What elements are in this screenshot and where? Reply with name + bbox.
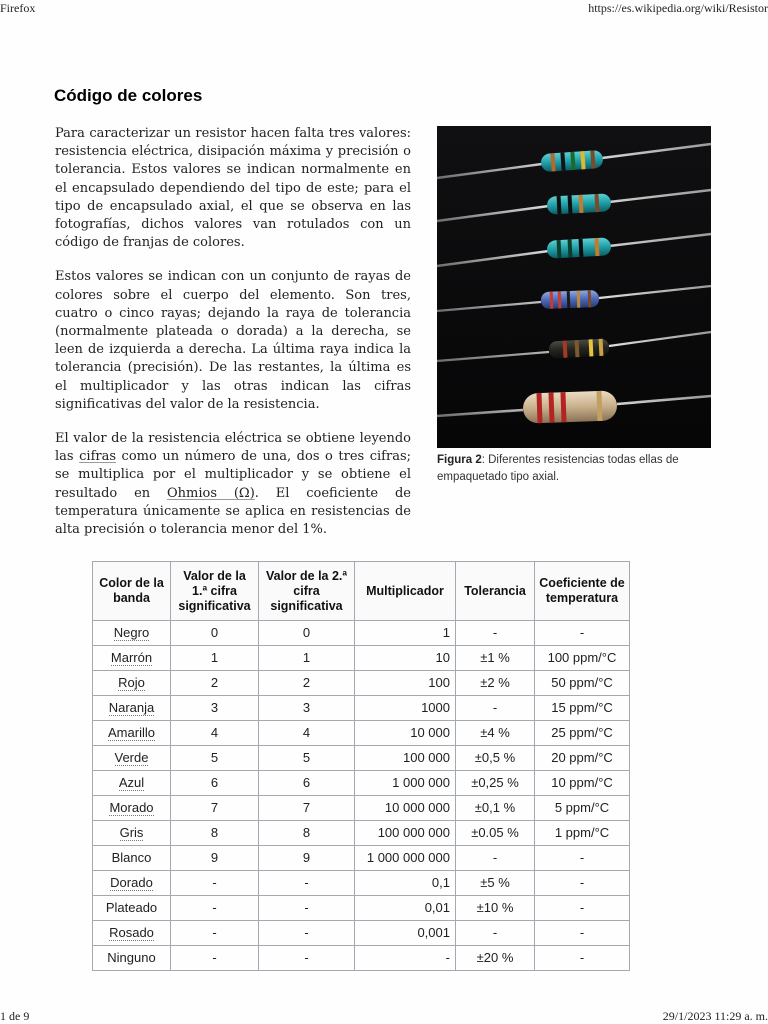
digit-2-cell: 0 (259, 621, 355, 646)
digit-1-cell: 2 (171, 671, 259, 696)
temperature-cell: 50 ppm/°C (535, 671, 630, 696)
digit-2-cell: - (259, 871, 355, 896)
tolerance-cell: ±0,5 % (456, 746, 535, 771)
tolerance-cell: ±1 % (456, 646, 535, 671)
color-name-cell (93, 846, 171, 871)
digit-1-cell: - (171, 896, 259, 921)
temperature-cell: 5 ppm/°C (535, 796, 630, 821)
page-counter: 1 de 9 (0, 1009, 30, 1023)
digit-2-cell: 9 (259, 846, 355, 871)
multiplier-cell: 0,1 (355, 871, 456, 896)
table-row (93, 746, 630, 771)
color-name-cell[interactable] (93, 821, 171, 846)
tolerance-cell: ±0,1 % (456, 796, 535, 821)
table-row (93, 846, 630, 871)
link-ohmios[interactable]: Ohmios (Ω) (166, 485, 255, 501)
digit-1-cell: 7 (171, 796, 259, 821)
color-name-cell[interactable] (93, 621, 171, 646)
table-row (93, 696, 630, 721)
tolerance-cell: ±5 % (456, 871, 535, 896)
multiplier-cell: 10 000 (355, 721, 456, 746)
paragraph-3-text-b: como un número de una, dos o tres cifras; se multiplica por el multiplicador y se obtiene el resultado en (55, 449, 411, 501)
tolerance-cell: ±0,25 % (456, 771, 535, 796)
multiplier-cell: 1 000 000 000 (355, 846, 456, 871)
digit-1-cell: - (171, 871, 259, 896)
tolerance-cell: - (456, 696, 535, 721)
multiplier-cell: 1 000 000 (355, 771, 456, 796)
page-url: https://es.wikipedia.org/wiki/Resistor (588, 1, 768, 15)
header-tolerance: Tolerancia (456, 562, 535, 621)
digit-2-cell: 5 (259, 746, 355, 771)
paragraph-1: Para caracterizar un resistor hacen falta tres valores: resistencia eléctrica, disipación máxima y precisión o tolerancia. Estos valores se indican normalmente en el encapsulado dependiendo del tipo de este; para el tipo de encapsulado axial, el que se observa en las fotografías, dichos valores van rotulados con un código de franjas de colores. (55, 126, 411, 251)
header-color: Color de la banda (93, 562, 171, 621)
digit-1-cell: 8 (171, 821, 259, 846)
digit-2-cell: - (259, 896, 355, 921)
color-name-link[interactable]: Morado (109, 800, 154, 815)
color-name-link[interactable]: Azul (118, 775, 145, 790)
tolerance-cell: ±0.05 % (456, 821, 535, 846)
section-title: Código de colores (54, 86, 203, 105)
temperature-cell: 20 ppm/°C (535, 746, 630, 771)
multiplier-cell: 0,001 (355, 921, 456, 946)
table-row (93, 821, 630, 846)
tolerance-cell: - (456, 846, 535, 871)
digit-1-cell: 9 (171, 846, 259, 871)
table-row (93, 921, 630, 946)
temperature-cell: - (535, 846, 630, 871)
color-name-cell[interactable] (93, 671, 171, 696)
digit-2-cell: - (259, 921, 355, 946)
figure-2 (437, 126, 711, 486)
color-name-link[interactable]: Amarillo (108, 725, 155, 740)
temperature-cell: 1 ppm/°C (535, 821, 630, 846)
color-name-cell[interactable] (93, 796, 171, 821)
link-cifras[interactable]: cifras (79, 449, 117, 465)
digit-2-cell: 3 (259, 696, 355, 721)
table-header (93, 562, 630, 621)
digit-1-cell: 5 (171, 746, 259, 771)
tolerance-cell: ±2 % (456, 671, 535, 696)
digit-2-cell: 4 (259, 721, 355, 746)
header-multiplier: Multiplicador (355, 562, 456, 621)
print-header (0, 0, 768, 16)
temperature-cell: - (535, 921, 630, 946)
table-body (93, 621, 630, 971)
multiplier-cell: - (355, 946, 456, 971)
tolerance-cell: ±10 % (456, 896, 535, 921)
color-name-cell[interactable] (93, 871, 171, 896)
table-row (93, 871, 630, 896)
table-row (93, 721, 630, 746)
multiplier-cell: 1 (355, 621, 456, 646)
color-name-link[interactable]: Rojo (118, 675, 145, 690)
digit-1-cell: 1 (171, 646, 259, 671)
digit-1-cell: 6 (171, 771, 259, 796)
table-row (93, 771, 630, 796)
header-digit-1: Valor de la 1.ª cifra significativa (171, 562, 259, 621)
resistors-photo[interactable] (437, 126, 711, 448)
color-name-text: Blanco (111, 850, 152, 865)
color-name-link[interactable]: Negro (113, 625, 150, 640)
tolerance-cell: - (456, 621, 535, 646)
digit-2-cell: 7 (259, 796, 355, 821)
color-name-text: Plateado (105, 900, 158, 915)
color-name-cell[interactable] (93, 696, 171, 721)
digit-2-cell: 8 (259, 821, 355, 846)
table-row (93, 621, 630, 646)
color-name-link[interactable]: Dorado (110, 875, 153, 890)
digit-2-cell: 6 (259, 771, 355, 796)
figure-caption-text: : Diferentes resistencias todas ellas de empaquetado tipo axial. (437, 454, 679, 483)
multiplier-cell: 10 (355, 646, 456, 671)
color-name-cell[interactable] (93, 646, 171, 671)
paragraph-2: Estos valores se indican con un conjunto de rayas de colores sobre el cuerpo del elemento. Son tres, cuatro o cinco rayas; dejando la raya de tolerancia (normalmente plateada o dorada) a la derecha, se leen de izquierda a derecha. La última raya indica la tolerancia (precisión). De las restantes, la última es el multiplicador y las otras indican las cifras significativas del valor de la resistencia. (55, 269, 411, 412)
color-name-cell[interactable] (93, 771, 171, 796)
tolerance-cell: ±20 % (456, 946, 535, 971)
color-name-link[interactable]: Verde (114, 750, 149, 765)
color-name-cell[interactable] (93, 721, 171, 746)
digit-1-cell: 3 (171, 696, 259, 721)
multiplier-cell: 10 000 000 (355, 796, 456, 821)
table-row (93, 646, 630, 671)
paragraph-3 (55, 430, 411, 539)
paragraph-3-text-a: El valor de la resistencia eléctrica se obtiene leyendo las (55, 431, 411, 465)
table-row (93, 946, 630, 971)
print-footer (0, 1008, 768, 1024)
multiplier-cell: 100 (355, 671, 456, 696)
temperature-cell: 15 ppm/°C (535, 696, 630, 721)
table-row (93, 796, 630, 821)
temperature-cell: 100 ppm/°C (535, 646, 630, 671)
temperature-cell: 10 ppm/°C (535, 771, 630, 796)
color-name-cell[interactable] (93, 746, 171, 771)
paragraph-3-text-c: . El coeficiente de temperatura únicamente se aplica en resistencias de alta precisión o tolerancia menor del 1%. (55, 485, 411, 538)
digit-1-cell: - (171, 946, 259, 971)
table-row (93, 671, 630, 696)
color-name-cell (93, 896, 171, 921)
temperature-cell: 25 ppm/°C (535, 721, 630, 746)
table-row (93, 896, 630, 921)
temperature-cell: - (535, 946, 630, 971)
header-temperature: Coeficiente de temperatura (535, 562, 630, 621)
digit-2-cell: 1 (259, 646, 355, 671)
digit-2-cell: - (259, 946, 355, 971)
color-code-table (92, 561, 630, 971)
section-body (55, 125, 411, 555)
temperature-cell: - (535, 871, 630, 896)
print-datetime: 29/1/2023 11:29 a. m. (662, 1009, 768, 1023)
color-name-cell (93, 946, 171, 971)
digit-2-cell: 2 (259, 671, 355, 696)
digit-1-cell: 0 (171, 621, 259, 646)
tolerance-cell: ±4 % (456, 721, 535, 746)
color-name-link[interactable]: Naranja (108, 700, 155, 715)
tolerance-cell: - (456, 921, 535, 946)
temperature-cell: - (535, 621, 630, 646)
header-digit-2: Valor de la 2.ª cifra significativa (259, 562, 355, 621)
table-header-row (93, 562, 630, 621)
color-name-cell[interactable] (93, 921, 171, 946)
multiplier-cell: 0,01 (355, 896, 456, 921)
figure-caption (437, 452, 711, 486)
browser-name: Firefox (0, 1, 36, 15)
multiplier-cell: 1000 (355, 696, 456, 721)
figure-label: Figura 2 (437, 454, 482, 466)
multiplier-cell: 100 000 000 (355, 821, 456, 846)
color-name-text: Ninguno (107, 950, 156, 965)
color-name-link[interactable]: Marrón (110, 650, 153, 665)
digit-1-cell: - (171, 921, 259, 946)
digit-1-cell: 4 (171, 721, 259, 746)
color-name-link[interactable]: Gris (119, 825, 144, 840)
color-name-link[interactable]: Rosado (109, 925, 154, 940)
temperature-cell: - (535, 896, 630, 921)
multiplier-cell: 100 000 (355, 746, 456, 771)
